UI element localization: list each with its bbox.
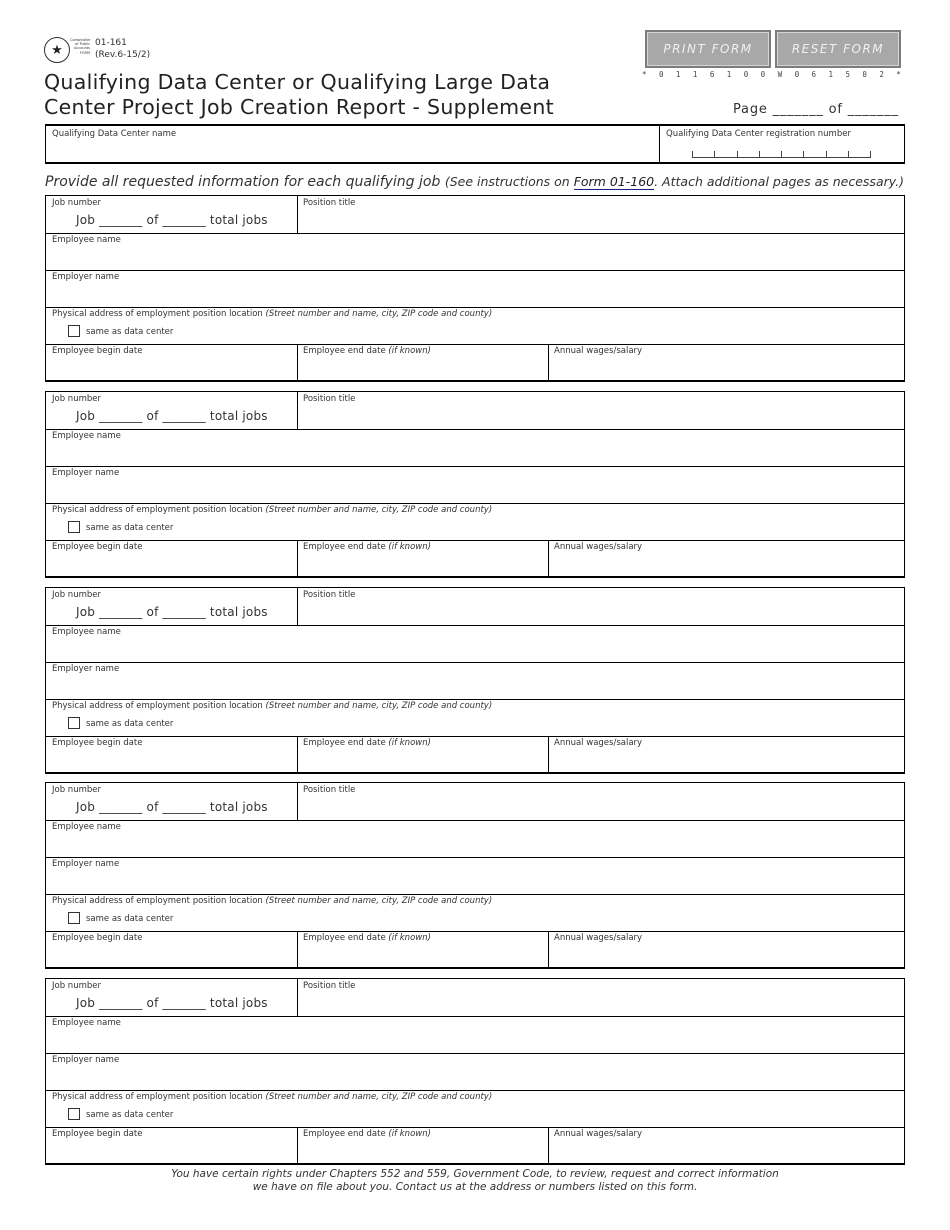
same-as-data-center-label: same as data center: [86, 719, 174, 729]
address-label-text: Physical address of employment position location: [52, 309, 263, 319]
end-date-label-text: Employee end date: [303, 933, 386, 943]
instructions: [45, 174, 904, 190]
barcode-char: 1: [675, 70, 682, 79]
address-label-note: (Street number and name, city, ZIP code and county): [265, 701, 493, 711]
employee-name-label: Employee name: [52, 235, 121, 245]
address-label: [52, 701, 492, 711]
employee-name-input[interactable]: [46, 1029, 904, 1053]
job-number-label: Job number: [52, 785, 101, 795]
divider: [46, 344, 904, 345]
end-date-label-text: Employee end date: [303, 1129, 386, 1139]
wages-label: Annual wages/salary: [554, 933, 643, 943]
barcode-char: 0: [760, 70, 767, 79]
job-number-label: Job number: [52, 198, 101, 208]
job-block: [45, 782, 905, 969]
divider: [46, 429, 904, 430]
begin-date-label: Employee begin date: [52, 346, 143, 356]
divider: [46, 1090, 904, 1091]
address-label-note: (Street number and name, city, ZIP code and county): [265, 505, 493, 515]
employer-name-input[interactable]: [46, 479, 904, 503]
barcode-char: 1: [692, 70, 699, 79]
wages-input[interactable]: [549, 356, 904, 380]
form-title-line2: Center Project Job Creation Report - Supplement: [44, 95, 554, 119]
barcode-char: *: [642, 70, 648, 79]
form-title-line1: Qualifying Data Center or Qualifying Large Data: [44, 70, 551, 94]
employee-name-input[interactable]: [46, 833, 904, 857]
end-date-label-note: (if known): [388, 542, 431, 552]
wages-label: Annual wages/salary: [554, 738, 643, 748]
end-date-label: [303, 738, 431, 748]
address-label-text: Physical address of employment position location: [52, 505, 263, 515]
job-block: [45, 195, 905, 382]
position-title-input[interactable]: [298, 783, 904, 820]
job-of-total-field[interactable]: Job _______ of _______ total jobs: [76, 605, 268, 619]
address-label-note: (Street number and name, city, ZIP code and county): [265, 896, 493, 906]
barcode-char: W: [777, 70, 784, 79]
center-name-input[interactable]: [46, 126, 658, 162]
address-label: [52, 1092, 492, 1102]
end-date-label: [303, 1129, 431, 1139]
divider: [46, 307, 904, 308]
divider: [46, 1016, 904, 1017]
employee-name-input[interactable]: [46, 442, 904, 466]
same-as-data-center-checkbox[interactable]: [68, 717, 80, 729]
end-date-label-text: Employee end date: [303, 738, 386, 748]
end-date-label-note: (if known): [388, 346, 431, 356]
job-of-total-field[interactable]: Job _______ of _______ total jobs: [76, 213, 268, 227]
wages-input[interactable]: [549, 943, 904, 967]
begin-date-label: Employee begin date: [52, 933, 143, 943]
end-date-input[interactable]: [298, 1139, 548, 1163]
end-date-input[interactable]: [298, 943, 548, 967]
address-label-text: Physical address of employment position location: [52, 1092, 263, 1102]
form-revision: (Rev.6-15/2): [95, 50, 151, 60]
employer-name-label: Employer name: [52, 1055, 120, 1065]
position-title-input[interactable]: [298, 392, 904, 429]
begin-date-input[interactable]: [46, 943, 297, 967]
end-date-label-note: (if known): [388, 1129, 431, 1139]
address-label: [52, 309, 492, 319]
divider: [46, 662, 904, 663]
begin-date-label: Employee begin date: [52, 738, 143, 748]
divider: [46, 894, 904, 895]
job-block: [45, 587, 905, 774]
address-label: [52, 505, 492, 515]
barcode-char: 2: [879, 70, 885, 79]
page-of-field[interactable]: Page _______ of _______: [733, 102, 899, 117]
barcode-char: 1: [726, 70, 733, 79]
position-title-input[interactable]: [298, 196, 904, 233]
employer-name-input[interactable]: [46, 675, 904, 699]
form-title: [44, 70, 554, 120]
data-center-info-box: [45, 124, 905, 164]
address-label-note: (Street number and name, city, ZIP code and county): [265, 1092, 493, 1102]
employer-name-input[interactable]: [46, 870, 904, 894]
divider: [46, 699, 904, 700]
address-label-note: (Street number and name, city, ZIP code and county): [265, 309, 493, 319]
begin-date-label: Employee begin date: [52, 542, 143, 552]
same-as-data-center-label: same as data center: [86, 914, 174, 924]
barcode-char: 0: [862, 70, 868, 79]
end-date-label: [303, 933, 431, 943]
privacy-notice-line2: we have on file about you. Contact us at the address or numbers listed on this form.: [252, 1181, 698, 1193]
divider: [46, 233, 904, 234]
wages-label: Annual wages/salary: [554, 542, 643, 552]
instructions-note-post: . Attach additional pages as necessary.): [654, 174, 905, 189]
wages-input[interactable]: [549, 748, 904, 772]
divider: [46, 931, 904, 932]
divider: [46, 270, 904, 271]
divider: [46, 1053, 904, 1054]
end-date-input[interactable]: [298, 748, 548, 772]
end-date-label: [303, 542, 431, 552]
position-title-input[interactable]: [298, 588, 904, 625]
employee-name-label: Employee name: [52, 627, 121, 637]
begin-date-input[interactable]: [46, 1139, 297, 1163]
center-name-label: Qualifying Data Center name: [52, 129, 177, 139]
divider: [46, 466, 904, 467]
job-number-label: Job number: [52, 394, 101, 404]
barcode-char: 0: [658, 70, 665, 79]
same-as-data-center-label: same as data center: [86, 523, 174, 533]
wages-input[interactable]: [549, 552, 904, 576]
employee-name-input[interactable]: [46, 638, 904, 662]
end-date-input[interactable]: [298, 552, 548, 576]
end-date-label-text: Employee end date: [303, 542, 386, 552]
barcode-char: 5: [845, 70, 851, 79]
employee-name-input[interactable]: [46, 246, 904, 270]
reset-form-button[interactable]: RESET FORM: [775, 30, 901, 68]
employee-name-label: Employee name: [52, 431, 121, 441]
form-number: 01-161: [95, 38, 127, 48]
position-title-label: Position title: [303, 198, 356, 208]
address-label: [52, 896, 492, 906]
wages-label: Annual wages/salary: [554, 1129, 643, 1139]
job-block: [45, 391, 905, 578]
divider: [659, 126, 660, 162]
same-as-data-center-label: same as data center: [86, 327, 174, 337]
end-date-label: [303, 346, 431, 356]
instructions-note: [445, 174, 904, 190]
job-of-total-field[interactable]: Job _______ of _______ total jobs: [76, 996, 268, 1010]
divider: [46, 1127, 904, 1128]
divider: [46, 857, 904, 858]
end-date-label-text: Employee end date: [303, 346, 386, 356]
same-as-data-center-checkbox[interactable]: [68, 1108, 80, 1120]
divider: [46, 503, 904, 504]
begin-date-input[interactable]: [46, 748, 297, 772]
position-title-input[interactable]: [298, 979, 904, 1016]
barcode-char: 0: [794, 70, 801, 79]
employer-name-input[interactable]: [46, 283, 904, 307]
job-number-label: Job number: [52, 590, 101, 600]
employee-name-label: Employee name: [52, 1018, 121, 1028]
form-barcode: [642, 70, 902, 79]
barcode-char: 6: [709, 70, 716, 79]
job-of-total-field[interactable]: Job _______ of _______ total jobs: [76, 409, 268, 423]
job-block: [45, 978, 905, 1165]
texas-star-seal-icon: ★: [44, 37, 70, 63]
employer-name-label: Employer name: [52, 468, 120, 478]
employer-name-label: Employer name: [52, 664, 120, 674]
divider: [46, 736, 904, 737]
employer-name-input[interactable]: [46, 1066, 904, 1090]
same-as-data-center-checkbox[interactable]: [68, 325, 80, 337]
position-title-label: Position title: [303, 981, 356, 991]
address-label-text: Physical address of employment position location: [52, 701, 263, 711]
divider: [46, 820, 904, 821]
employer-name-label: Employer name: [52, 859, 120, 869]
wages-input[interactable]: [549, 1139, 904, 1163]
privacy-notice-line1: You have certain rights under Chapters 552 and 559, Government Code, to review, request and correct information: [171, 1168, 779, 1180]
seal-caption: Comptroller of Public Accounts FORM: [70, 38, 91, 55]
position-title-label: Position title: [303, 394, 356, 404]
instructions-main: Provide all requested information for each qualifying job: [45, 174, 441, 190]
print-form-button[interactable]: PRINT FORM: [645, 30, 771, 68]
employee-name-label: Employee name: [52, 822, 121, 832]
same-as-data-center-label: same as data center: [86, 1110, 174, 1120]
barcode-char: 1: [828, 70, 834, 79]
wages-label: Annual wages/salary: [554, 346, 643, 356]
address-label-text: Physical address of employment position location: [52, 896, 263, 906]
end-date-input[interactable]: [298, 356, 548, 380]
job-of-total-field[interactable]: Job _______ of _______ total jobs: [76, 800, 268, 814]
begin-date-label: Employee begin date: [52, 1129, 143, 1139]
barcode-char: *: [896, 70, 902, 79]
divider: [46, 625, 904, 626]
form-number-block: [95, 37, 150, 61]
same-as-data-center-checkbox[interactable]: [68, 521, 80, 533]
job-number-label: Job number: [52, 981, 101, 991]
employer-name-label: Employer name: [52, 272, 120, 282]
divider: [46, 540, 904, 541]
same-as-data-center-checkbox[interactable]: [68, 912, 80, 924]
begin-date-input[interactable]: [46, 356, 297, 380]
privacy-notice: [0, 1168, 950, 1194]
instructions-note-pre: (See instructions on: [444, 174, 574, 189]
position-title-label: Position title: [303, 785, 356, 795]
barcode-char: 6: [811, 70, 818, 79]
end-date-label-note: (if known): [388, 933, 431, 943]
barcode-char: 0: [743, 70, 750, 79]
registration-number-label: Qualifying Data Center registration number: [666, 129, 851, 139]
end-date-label-note: (if known): [388, 738, 431, 748]
registration-number-input[interactable]: [692, 151, 871, 158]
form-01-160-link[interactable]: Form 01-160: [573, 174, 655, 189]
begin-date-input[interactable]: [46, 552, 297, 576]
position-title-label: Position title: [303, 590, 356, 600]
